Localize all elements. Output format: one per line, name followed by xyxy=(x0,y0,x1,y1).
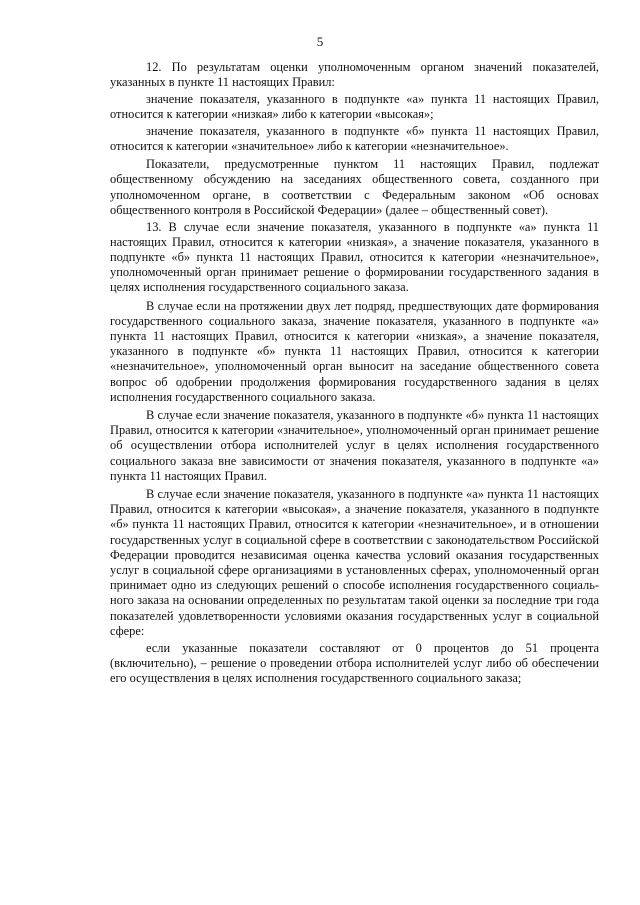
paragraph-13: 13. В случае если значение показателя, указанного в подпункте «а» пункта 11 настоящих Правил, относится к категории «низкая», а значение показателя, указанного в подпункте «б» пункта 11 настоящих Правил, относится к категории «незначительное», уполномоченный орган принимает решение о формировании государственного задания в целях исполнения государственного социального заказа. xyxy=(110,219,599,295)
paragraph-0-51-percent: если указанные показатели составляют от 0 процентов до 51 процента (включительно), – решение о проведении отбора исполнителей услуг либо об обеспечении его осуществления в целях исполнения государственного социального заказа; xyxy=(110,640,599,685)
paragraph-12-b: значение показателя, указанного в подпункте «б» пункта 11 настоящих Правил, относится к категории «значительное» либо к категории «незначительное». xyxy=(110,123,599,154)
paragraph-12-a: значение показателя, указанного в подпункте «а» пункта 11 настоящих Правил, относится к категории «низкая» либо к категории «высокая»; xyxy=(110,91,599,122)
paragraph-significant: В случае если значение показателя, указанного в подпункте «б» пункта 11 настоящих Правил, относится к категории «значительное», уполномоченный орган принимает решение об осуществлении отбора исполнителей услуг в целях исполнения государственного социального заказа вне зависимости от значения показателя, указанного в подпункте «а» пункта 11 настоящих Правил. xyxy=(110,407,599,483)
paragraph-12-intro: 12. По результатам оценки уполномоченным органом значений показателей, указанных в пункте 11 настоящих Правил: xyxy=(110,60,599,90)
paragraph-public-discussion: Показатели, предусмотренные пунктом 11 настоящих Правил, подлежат общественному обсуждению на заседаниях общественного совета, созданного при уполномоченном органе, в соответствии с Федеральным законом «Об основах общественного контроля в Российской Федерации» (далее – общественный совет). xyxy=(110,157,599,217)
paragraph-two-years: В случае если на протяжении двух лет подряд, предшествующих дате формирования государственного социального заказа, значение показателя, указанного в подпункте «а» пункта 11 настоящих Правил, относится к категории «низкая», а значение показателя, указанного в подпункте «б» пункта 11 настоящих Правил, относится к категории «незначительное», уполномоченный орган выносит на заседание общественного совета вопрос об одобрении продолжения формирования государственного задания в целях исполнения государственного социального заказа. xyxy=(110,298,599,404)
paragraph-high-category: В случае если значение показателя, указанного в подпункте «а» пункта 11 настоящих Правил, относится к категории «высокая», а значение показателя, указанного в подпункте «б» пункта 11 настоящих Правил, относится к категории «незначительное», и в отношении государственных услуг в социальной сфере в соответствии с законодательством Российской Федерации проводится независимая оценка качества условий оказания государственных услуг в социальной сфере организациями в установленных сферах, уполномоченный орган принимает одно из следующих решений о способе исполнения государственного социального заказа на основании определенных по результатам такой оценки за последние три года показателей удовлетворенности условиями оказания государственных услуг в социальной сфере: xyxy=(110,486,599,638)
page-number: 5 xyxy=(316,34,324,49)
document-body xyxy=(110,60,599,688)
